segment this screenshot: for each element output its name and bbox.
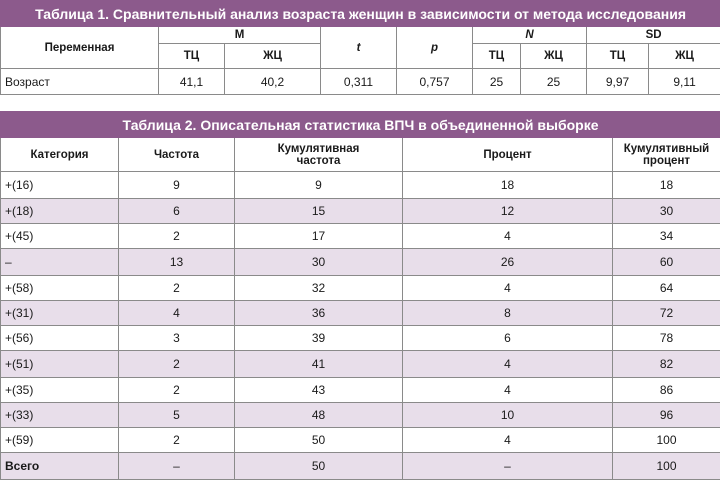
cum-pct-cell: 82 <box>613 351 720 378</box>
frequency-cell: 3 <box>119 326 235 351</box>
cum-pct-cell: 78 <box>613 326 720 351</box>
cum-pct-header-line1: Кумулятивный <box>613 143 720 155</box>
frequency-header: Частота <box>119 138 235 172</box>
table1-title: Таблица 1. Сравнительный анализ возраста женщин в зависимости от метода исследования <box>1 1 720 27</box>
table-row <box>1 351 720 378</box>
cum-freq-cell: 32 <box>235 276 403 301</box>
table-row <box>1 301 720 326</box>
sd-zhc-header: ЖЦ <box>649 44 720 69</box>
p-header: p <box>397 27 473 69</box>
table-row <box>1 199 720 224</box>
percent-cell: – <box>403 453 613 480</box>
n-header: N <box>473 27 587 44</box>
percent-cell: 6 <box>403 326 613 351</box>
m-header: M <box>159 27 321 44</box>
cum-pct-header <box>613 138 720 172</box>
cum-pct-cell: 60 <box>613 249 720 276</box>
total-row <box>1 453 720 480</box>
m-zhc-header: ЖЦ <box>225 44 321 69</box>
m-zhc-value: 40,2 <box>225 69 321 95</box>
cum-freq-cell: 50 <box>235 453 403 480</box>
percent-header: Процент <box>403 138 613 172</box>
percent-cell: 4 <box>403 351 613 378</box>
table-row <box>1 326 720 351</box>
frequency-cell: 2 <box>119 428 235 453</box>
table2-header-row <box>1 138 720 172</box>
percent-cell: 4 <box>403 224 613 249</box>
n-zhc-header: ЖЦ <box>521 44 587 69</box>
cum-freq-cell: 36 <box>235 301 403 326</box>
row-label: Возраст <box>1 69 159 95</box>
n-tc-value: 25 <box>473 69 521 95</box>
cum-freq-cell: 9 <box>235 172 403 199</box>
category-cell: +(56) <box>1 326 119 351</box>
table-row <box>1 378 720 403</box>
sd-tc-header: ТЦ <box>587 44 649 69</box>
n-zhc-value: 25 <box>521 69 587 95</box>
cum-freq-cell: 17 <box>235 224 403 249</box>
cum-pct-cell: 64 <box>613 276 720 301</box>
table-age-comparison <box>0 0 720 95</box>
percent-cell: 4 <box>403 378 613 403</box>
cum-pct-cell: 34 <box>613 224 720 249</box>
table-row <box>1 69 720 95</box>
cum-pct-header-line2: процент <box>613 155 720 167</box>
t-value: 0,311 <box>321 69 397 95</box>
cum-freq-cell: 30 <box>235 249 403 276</box>
cum-freq-cell: 43 <box>235 378 403 403</box>
sd-zhc-value: 9,11 <box>649 69 720 95</box>
table-row <box>1 428 720 453</box>
table-row <box>1 172 720 199</box>
category-cell: Всего <box>1 453 119 480</box>
category-cell: +(33) <box>1 403 119 428</box>
sd-header: SD <box>587 27 720 44</box>
cum-freq-cell: 41 <box>235 351 403 378</box>
frequency-cell: 4 <box>119 301 235 326</box>
cum-pct-cell: 100 <box>613 453 720 480</box>
cum-pct-cell: 86 <box>613 378 720 403</box>
cum-freq-cell: 39 <box>235 326 403 351</box>
category-cell: +(58) <box>1 276 119 301</box>
table-row <box>1 403 720 428</box>
frequency-cell: 6 <box>119 199 235 224</box>
cum-freq-header-line1: Кумулятивная <box>235 143 402 155</box>
cum-pct-cell: 18 <box>613 172 720 199</box>
percent-cell: 4 <box>403 276 613 301</box>
m-tc-header: ТЦ <box>159 44 225 69</box>
cum-pct-cell: 96 <box>613 403 720 428</box>
category-cell: +(35) <box>1 378 119 403</box>
percent-cell: 8 <box>403 301 613 326</box>
frequency-cell: 2 <box>119 378 235 403</box>
percent-cell: 26 <box>403 249 613 276</box>
percent-cell: 4 <box>403 428 613 453</box>
category-cell: – <box>1 249 119 276</box>
category-header: Категория <box>1 138 119 172</box>
category-cell: +(31) <box>1 301 119 326</box>
sd-tc-value: 9,97 <box>587 69 649 95</box>
table2-title: Таблица 2. Описательная статистика ВПЧ в объединенной выборке <box>1 112 720 138</box>
frequency-cell: 13 <box>119 249 235 276</box>
frequency-cell: 5 <box>119 403 235 428</box>
category-cell: +(16) <box>1 172 119 199</box>
t-header: t <box>321 27 397 69</box>
table-row <box>1 224 720 249</box>
percent-cell: 12 <box>403 199 613 224</box>
frequency-cell: 2 <box>119 276 235 301</box>
category-cell: +(45) <box>1 224 119 249</box>
frequency-cell: 9 <box>119 172 235 199</box>
p-value: 0,757 <box>397 69 473 95</box>
cum-pct-cell: 30 <box>613 199 720 224</box>
percent-cell: 10 <box>403 403 613 428</box>
category-cell: +(51) <box>1 351 119 378</box>
cum-freq-header-line2: частота <box>235 155 402 167</box>
cum-freq-cell: 50 <box>235 428 403 453</box>
cum-pct-cell: 100 <box>613 428 720 453</box>
variable-header: Переменная <box>1 27 159 69</box>
table-row <box>1 249 720 276</box>
cum-pct-cell: 72 <box>613 301 720 326</box>
frequency-cell: – <box>119 453 235 480</box>
cum-freq-cell: 48 <box>235 403 403 428</box>
frequency-cell: 2 <box>119 351 235 378</box>
category-cell: +(18) <box>1 199 119 224</box>
n-tc-header: ТЦ <box>473 44 521 69</box>
cum-freq-header <box>235 138 403 172</box>
percent-cell: 18 <box>403 172 613 199</box>
frequency-cell: 2 <box>119 224 235 249</box>
cum-freq-cell: 15 <box>235 199 403 224</box>
m-tc-value: 41,1 <box>159 69 225 95</box>
table-hpv-statistics <box>0 111 720 480</box>
table-row <box>1 276 720 301</box>
category-cell: +(59) <box>1 428 119 453</box>
